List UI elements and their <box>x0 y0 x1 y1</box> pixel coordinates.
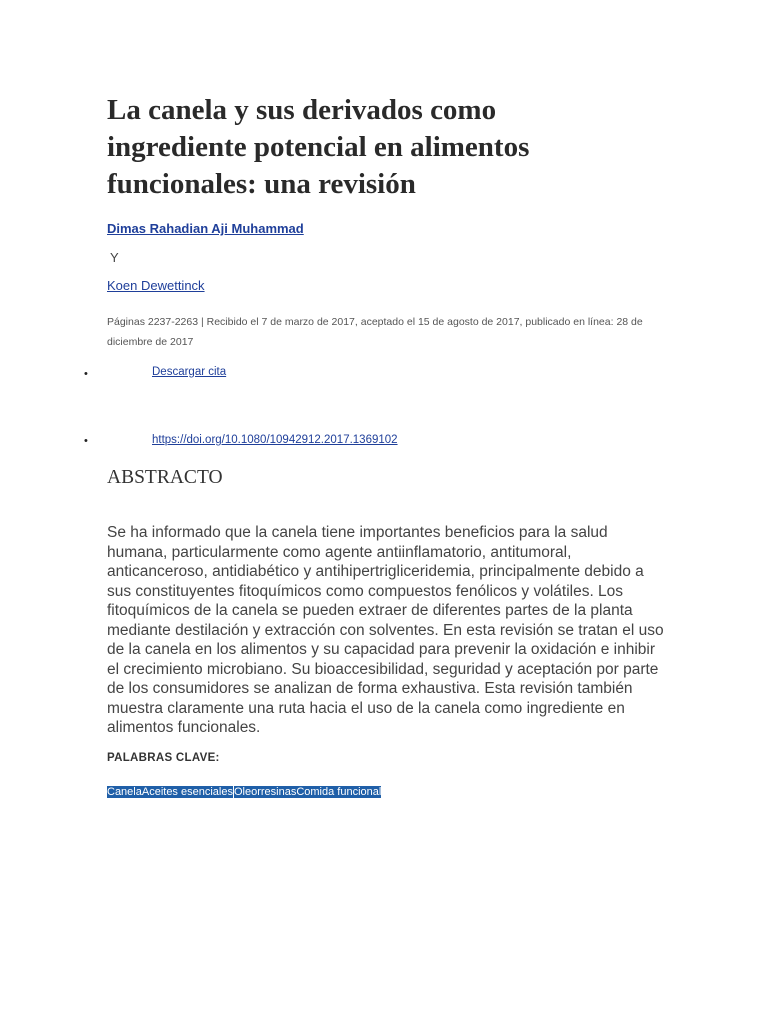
abstract-text: Se ha informado que la canela tiene importantes beneficios para la salud humana, particularmente como agente antiinflamatorio, antitumoral, anticanceroso, antidiabético y antihipertrigliceridemia, principalmente debido a sus constituyentes fitoquímicos como compuestos fenólicos y volátiles. Los fitoquímicos de la canela se pueden extraer de diferentes partes de la planta mediante destilación y extracción con solventes. En esta revisión se tratan el uso de la canela en los alimentos y su capacidad para prevenir la oxidación e inhibir el crecimiento microbiano. Su bioaccesibilidad, seguridad y aceptación por parte de los consumidores se analizan de forma exhaustiva. Esta revisión también muestra claramente una ruta hacia el uso de la canela como ingrediente en alimentos funcionales. <box>107 524 664 736</box>
doi-link[interactable]: https://doi.org/10.1080/10942912.2017.1369102 <box>152 434 398 446</box>
download-citation-link[interactable]: Descargar cita <box>152 366 227 378</box>
bullet-icon: • <box>84 435 88 447</box>
keyword-link[interactable]: Aceites esenciales <box>141 786 233 798</box>
author-link-2[interactable]: Koen Dewettinck <box>107 278 205 293</box>
keyword-link[interactable]: Comida funcional <box>296 786 382 798</box>
publication-meta: Páginas 2237-2263 | Recibido el 7 de marzo de 2017, aceptado el 15 de agosto de 2017, publicado en línea: 28 de diciembre de 2017 <box>107 316 643 348</box>
keywords-heading: PALABRAS CLAVE: <box>107 752 220 764</box>
keyword-link[interactable]: Oleorresinas <box>233 786 297 798</box>
article-title: La canela y sus derivados como ingrediente potencial en alimentos funcionales: una revisión <box>107 94 530 200</box>
abstract-heading: ABSTRACTO <box>107 467 223 488</box>
bullet-icon: • <box>84 368 88 380</box>
author-link-1[interactable]: Dimas Rahadian Aji Muhammad <box>107 221 304 236</box>
keywords-list <box>107 785 381 799</box>
author-conjunction: Y <box>110 250 119 265</box>
keyword-link[interactable]: Canela <box>107 786 142 798</box>
